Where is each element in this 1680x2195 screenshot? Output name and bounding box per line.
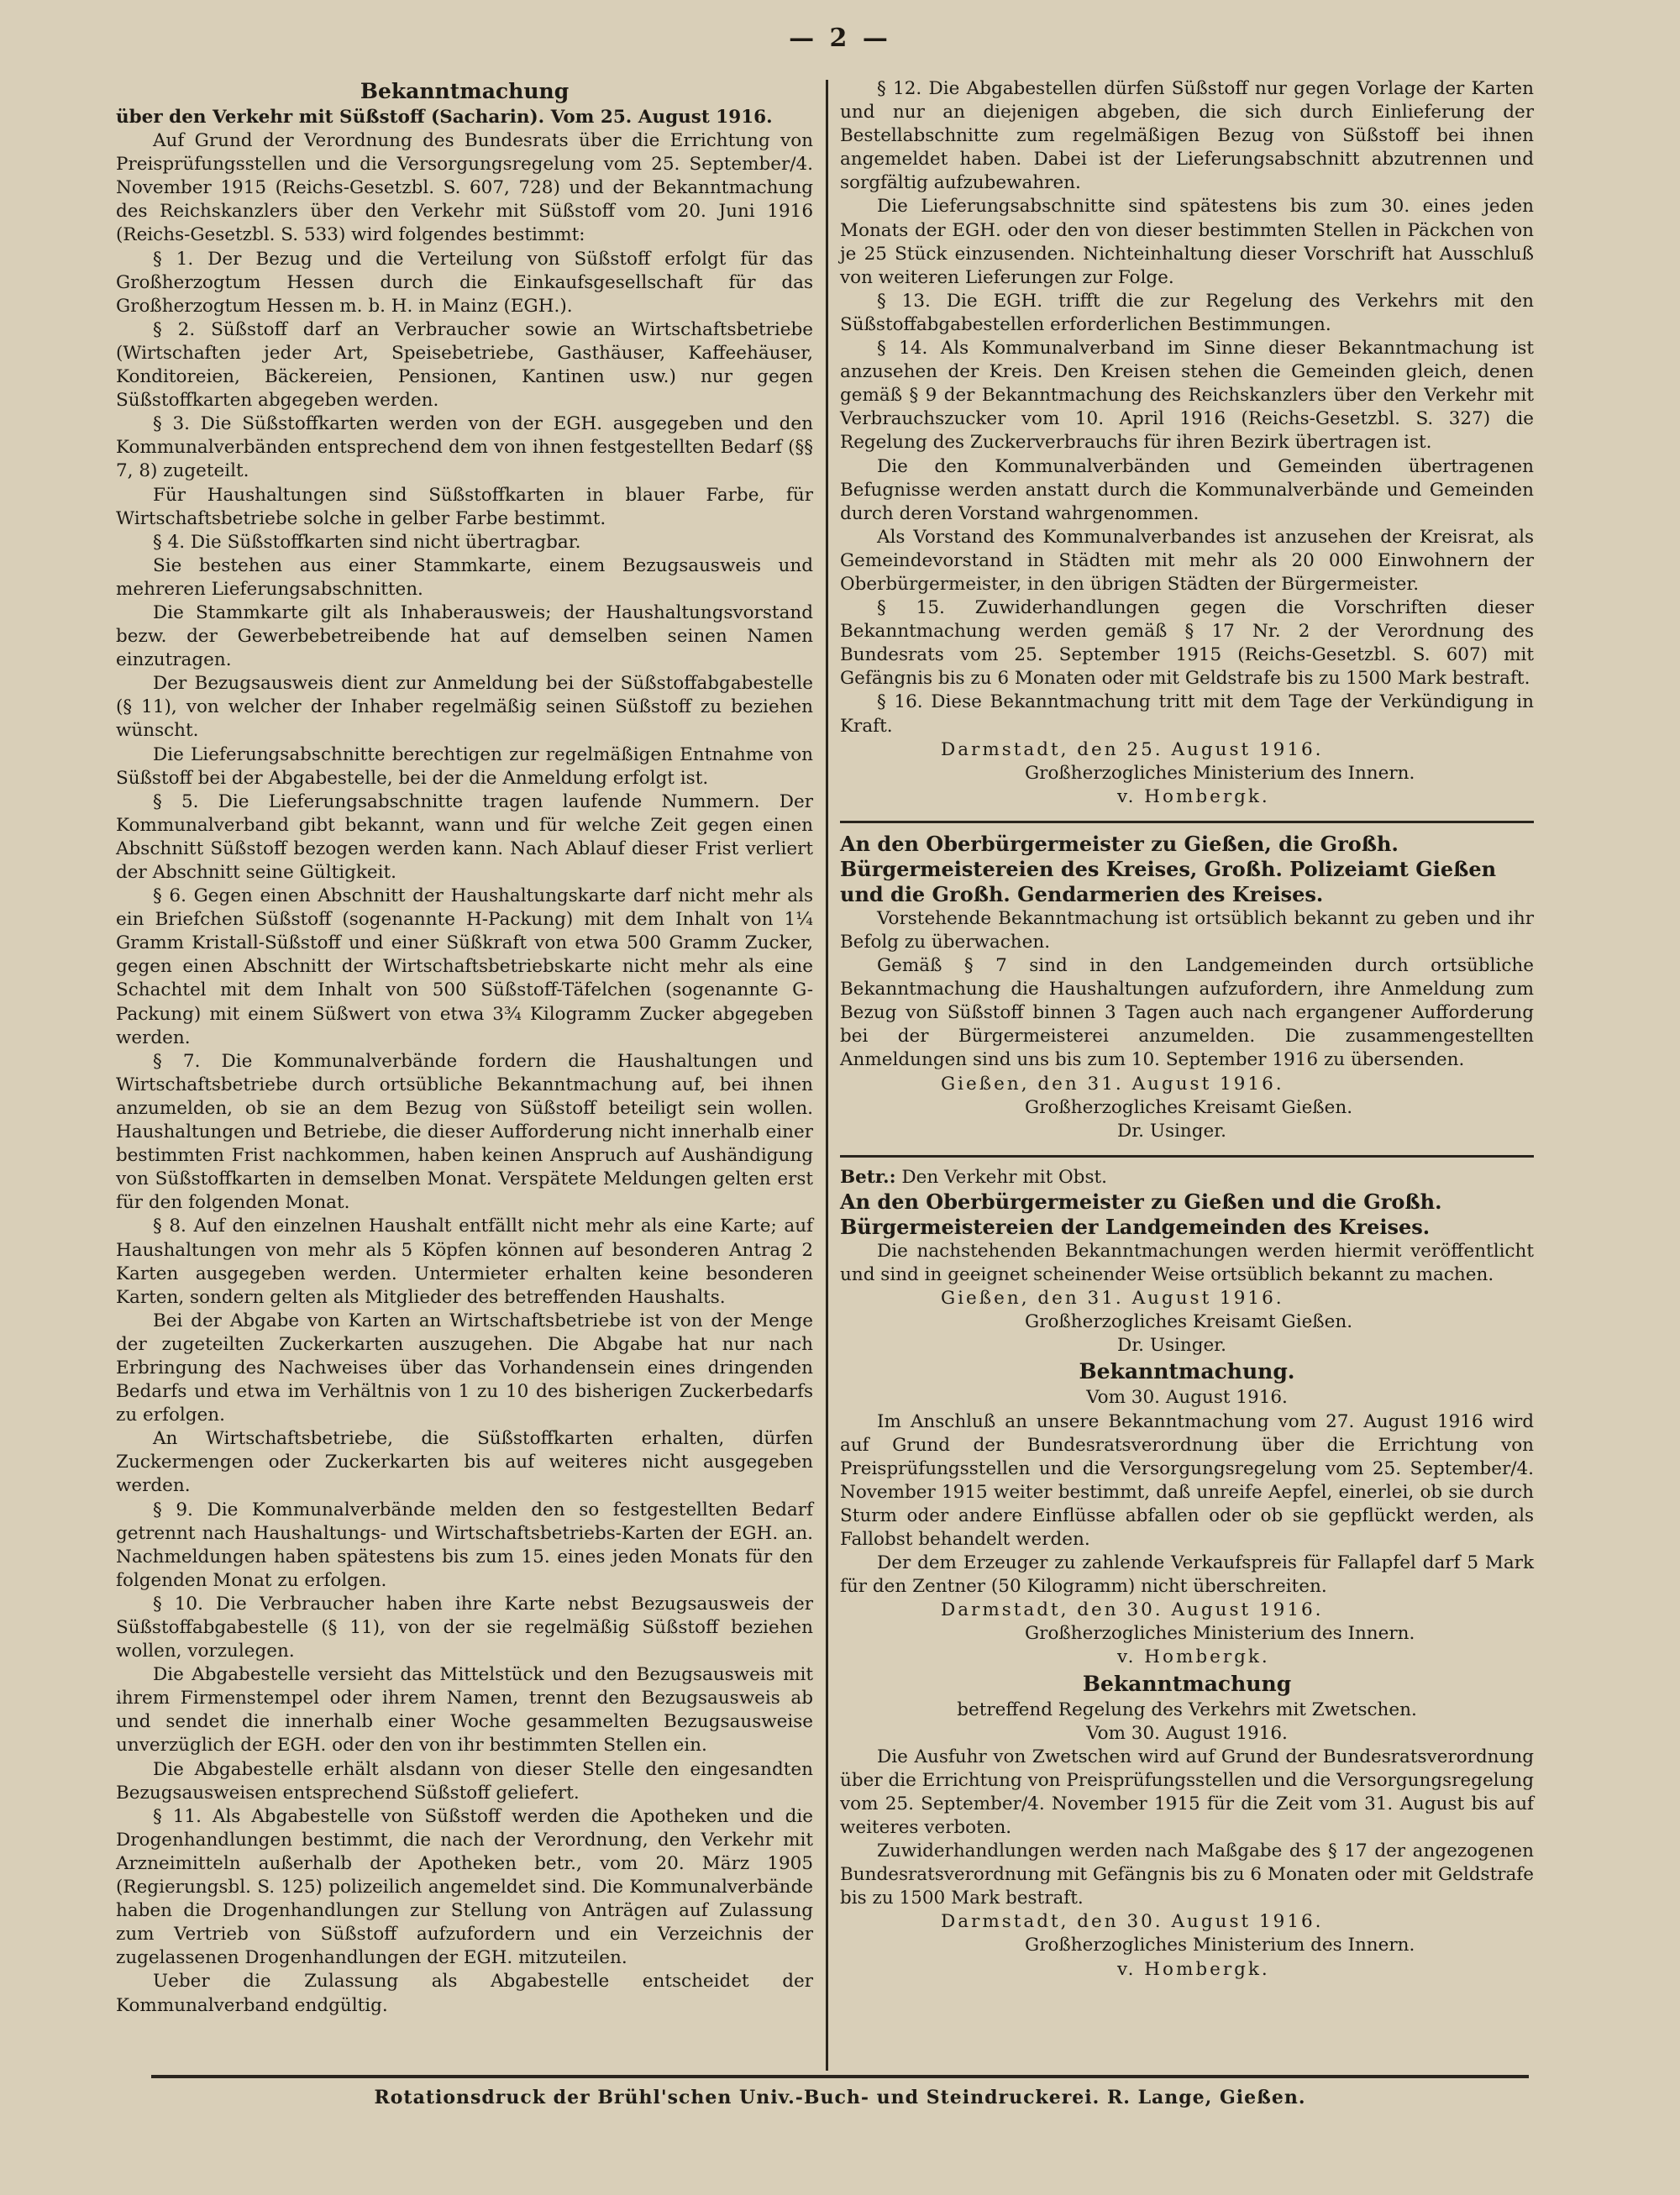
paragraph: Bei der Abgabe von Karten an Wirtschaftsbetriebe ist von der Menge der zugeteilten Zuckerkarten auszugehen. Die Abgabe hat nur nach Erbringung des Nachweises über das Vorhandensein eines dringenden Bedarfs und etwa im Verhältnis von 1 zu 10 des bisherigen Zuckerbedarfs zu erfolgen. bbox=[116, 1310, 813, 1426]
paragraph: Auf Grund der Verordnung des Bundesrats über die Errichtung von Preisprüfungsstellen und die Versorgungsregelung vom 25. September/4. November 1915 (Reichs-Gesetzbl. S. 607, 728) und der Bekanntmachung des Reichskanzlers über den Verkehr mit Süßstoff vom 20. Juni 1916 (Reichs-Gesetzbl. S. 533) wird folgendes bestimmt: bbox=[116, 130, 813, 246]
section-3: § 3. Die Süßstoffkarten werden von der EGH. ausgegeben und den Kommunalverbänden entsprechend dem von ihnen festgestellten Bedarf (§§ 7, 8) zugeteilt. bbox=[116, 413, 813, 482]
column-divider bbox=[826, 80, 828, 2071]
section-16: § 16. Diese Bekanntmachung tritt mit dem Tage der Verkündigung in Kraft. bbox=[840, 691, 1534, 737]
paragraph: Vorstehende Bekanntmachung ist ortsüblich bekannt zu geben und ihr Befolg zu überwachen. bbox=[840, 907, 1534, 953]
printer-imprint: Rotationsdruck der Brühl'schen Univ.-Buch- und Steindruckerei. R. Lange, Gießen. bbox=[374, 2087, 1306, 2108]
signature-name: v. Hombergk. bbox=[1117, 1646, 1270, 1668]
paragraph: Die Stammkarte gilt als Inhaberausweis; der Haushaltungsvorstand bezw. der Gewerbebetreibende hat auf demselben seinen Namen einzutragen. bbox=[116, 601, 813, 671]
paragraph: Sie bestehen aus einer Stammkarte, einem Bezugsausweis und mehreren Lieferungsabschnitten. bbox=[116, 554, 813, 600]
section-13: § 13. Die EGH. trifft die zur Regelung des Verkehrs mit den Süßstoffabgabestellen erforderlichen Bestimmungen. bbox=[840, 290, 1534, 335]
section-1: § 1. Der Bezug und die Verteilung von Süßstoff erfolgt für das Großherzogtum Hessen durch die Einkaufsgesellschaft für das Großherzogtum Hessen m. b. H. in Mainz (EGH.). bbox=[116, 248, 813, 317]
paragraph: Der Bezugsausweis dient zur Anmeldung bei der Süßstoffabgabestelle (§ 11), von welcher der Inhaber regelmäßig seinen Süßstoff zu beziehen wünscht. bbox=[116, 673, 813, 742]
date-line: Vom 30. August 1916. bbox=[1086, 1722, 1288, 1744]
subject-line bbox=[840, 1166, 1534, 1189]
signature-place: Gießen, den 31. August 1916. bbox=[941, 1288, 1284, 1310]
signature-office: Großherzogliches Ministerium des Innern. bbox=[1025, 762, 1415, 784]
section-9: § 9. Die Kommunalverbände melden den so festgestellten Bedarf getrennt nach Haushaltungs- und Wirtschaftsbetriebs-Karten der EGH. an. Nachmeldungen haben spätestens bis zum 15. eines jeden Monats für den folgenden Monat zu erfolgen. bbox=[116, 1499, 813, 1591]
signature-office: Großherzogliches Kreisamt Gießen. bbox=[1025, 1311, 1353, 1333]
paragraph: Die nachstehenden Bekanntmachungen werden hiermit veröffentlicht und sind in geeignet scheinender Weise ortsüblich bekannt zu machen. bbox=[840, 1240, 1534, 1286]
heading-zwetschen: Bekanntmachung bbox=[1082, 1671, 1292, 1696]
paragraph: Die Abgabestelle erhält alsdann von dieser Stelle den eingesandten Bezugsausweisen entsprechend Süßstoff geliefert. bbox=[116, 1758, 813, 1804]
heading-suessstoff: Bekanntmachung bbox=[360, 79, 570, 103]
date-line: Vom 30. August 1916. bbox=[1086, 1387, 1288, 1409]
divider bbox=[840, 1155, 1534, 1158]
signature-name: v. Hombergk. bbox=[1117, 1958, 1270, 1980]
signature-place: Darmstadt, den 25. August 1916. bbox=[941, 738, 1324, 760]
signature-place: Darmstadt, den 30. August 1916. bbox=[941, 1599, 1324, 1621]
bottom-rule bbox=[151, 2075, 1529, 2078]
section-7: § 7. Die Kommunalverbände fordern die Haushaltungen und Wirtschaftsbetriebe durch ortsübliche Bekanntmachung auf, bei ihnen anzumelden, ob sie an dem Bezug von Süßstoff beteiligt sein wollen. Haushaltungen und Betriebe, die dieser Aufforderung nicht innerhalb einer bestimmten Frist nachkommen, haben keinen Anspruch auf Aushändigung von Süßstoffkarten in demselben Monat. Verspätete Meldungen gelten erst für den folgenden Monat. bbox=[116, 1050, 813, 1214]
paragraph: Im Anschluß an unsere Bekanntmachung vom 27. August 1916 wird auf Grund der Bundesratsverordnung über die Errichtung von Preisprüfungsstellen und die Versorgungsregelung vom 25. September/4. November 1915 weiter bestimmt, daß unreife Aepfel, einerlei, ob sie durch Sturm oder andere Einflüsse abfallen oder ob sie gepflückt werden, als Fallobst behandelt werden. bbox=[840, 1410, 1534, 1550]
paragraph: Ueber die Zulassung als Abgabestelle entscheidet der Kommunalverband endgültig. bbox=[116, 1971, 813, 2016]
section-11: § 11. Als Abgabestelle von Süßstoff werden die Apotheken und die Drogenhandlungen bestimmt, die nach der Verordnung, den Verkehr mit Arzneimitteln außerhalb der Apotheken betr., vom 20. März 1905 (Regierungsbl. S. 125) polizeilich angemeldet sind. Die Kommunalverbände haben die Drogenhandlungen zur Stellung von Anträgen auf Zulassung zum Vertrieb von Süßstoff aufzufordern und ein Verzeichnis der zugelassenen Drogenhandlungen der EGH. mitzuteilen. bbox=[116, 1805, 813, 1969]
paragraph: Die Ausfuhr von Zwetschen wird auf Grund der Bundesratsverordnung über die Errichtung von Preisprüfungsstellen und die Versorgungsregelung vom 25. September/4. November 1915 für die Zeit vom 31. August bis auf weiteres verboten. bbox=[840, 1746, 1534, 1838]
page-number: — 2 — bbox=[789, 24, 891, 53]
subject-text: Den Verkehr mit Obst. bbox=[901, 1166, 1107, 1188]
section-2: § 2. Süßstoff darf an Verbraucher sowie an Wirtschaftsbetriebe (Wirtschaften jeder Art, Speisebetriebe, Gasthäuser, Kaffeehäuser, Konditoreien, Bäckereien, Pensionen, Kantinen usw.) nur gegen Süßstoffkarten abgegeben werden. bbox=[116, 318, 813, 412]
signature-name: Dr. Usinger. bbox=[1117, 1120, 1226, 1142]
paragraph: Die den Kommunalverbänden und Gemeinden übertragenen Befugnisse werden anstatt durch die Kommunalverbände und Gemeinden durch deren Vorstand wahrgenommen. bbox=[840, 455, 1534, 524]
divider bbox=[840, 821, 1534, 823]
address-block: An den Oberbürgermeister zu Gießen, die Großh. Bürgermeistereien des Kreises, Großh. Polizeiamt Gießen und die Großh. Gendarmerien des Kreises. bbox=[840, 831, 1497, 906]
paragraph: Als Vorstand des Kommunalverbandes ist anzusehen der Kreisrat, als Gemeindevorstand in Städten mit mehr als 20 000 Einwohnern der Oberbürgermeister, in den übrigen Städten der Bürgermeister. bbox=[840, 526, 1534, 595]
signature-office: Großherzogliches Ministerium des Innern. bbox=[1025, 1935, 1415, 1956]
paragraph: Gemäß § 7 sind in den Landgemeinden durch ortsübliche Bekanntmachung die Haushaltungen aufzufordern, ihre Anmeldung zum Bezug von Süßstoff binnen 3 Tagen auch nach ergangener Aufforderung bei der Bürgermeisterei anzumelden. Die zusammengestellten Anmeldungen sind uns bis zum 10. September 1916 zu übersenden. bbox=[840, 955, 1534, 1071]
paragraph: Die Lieferungsabschnitte sind spätestens bis zum 30. eines jeden Monats der EGH. oder den von dieser bestimmten Stellen in Päckchen von je 25 Stück einzusenden. Nichteinhaltung dieser Vorschrift hat Ausschluß von weiteren Lieferungen zur Folge. bbox=[840, 196, 1534, 288]
left-column bbox=[116, 77, 813, 2018]
subheading-zwetschen: betreffend Regelung des Verkehrs mit Zwetschen. bbox=[957, 1699, 1417, 1720]
section-8: § 8. Auf den einzelnen Haushalt entfällt nicht mehr als eine Karte; auf Haushaltungen von mehr als 5 Köpfen können auf besonderen Antrag 2 Karten ausgegeben werden. Untermieter erhalten keine besonderen Karten, sondern gelten als Mitglieder des betreffenden Haushalts. bbox=[116, 1216, 813, 1308]
paragraph: An Wirtschaftsbetriebe, die Süßstoffkarten erhalten, dürfen Zuckermengen oder Zuckerkarten bis auf weiteres nicht ausgegeben werden. bbox=[116, 1428, 813, 1497]
section-5: § 5. Die Lieferungsabschnitte tragen laufende Nummern. Der Kommunalverband gibt bekannt, wann und für welche Zeit gegen einen Abschnitt Süßstoff bezogen werden kann. Nach Ablauf dieser Frist verliert der Abschnitt seine Gültigkeit. bbox=[116, 790, 813, 883]
section-10: § 10. Die Verbraucher haben ihre Karte nebst Bezugsausweis der Süßstoffabgabestelle (§ 11), von der sie regelmäßig Süßstoff beziehen wollen, vorzulegen. bbox=[116, 1593, 813, 1662]
paragraph: Die Abgabestelle versieht das Mittelstück und den Bezugsausweis mit ihrem Firmenstempel oder ihrem Namen, trennt den Bezugsausweis ab und sendet die innerhalb einer Woche gesammelten Bezugsausweise unverzüglich der EGH. oder den von ihr bestimmten Stellen ein. bbox=[116, 1664, 813, 1757]
heading-fallobst: Bekanntmachung. bbox=[1079, 1359, 1295, 1384]
section-15: § 15. Zuwiderhandlungen gegen die Vorschriften dieser Bekanntmachung werden gemäß § 17 Nr. 2 der Verordnung des Bundesrats vom 25. September 1915 (Reichs-Gesetzbl. S. 607) mit Gefängnis bis zu 6 Monaten oder mit Geldstrafe bis zu 1500 Mark bestraft. bbox=[840, 597, 1534, 690]
section-4: § 4. Die Süßstoffkarten sind nicht übertragbar. bbox=[153, 531, 581, 553]
paragraph: Der dem Erzeuger zu zahlende Verkaufspreis für Fallapfel darf 5 Mark für den Zentner (50 Kilogramm) nicht überschreiten. bbox=[840, 1552, 1534, 1598]
signature-place: Gießen, den 31. August 1916. bbox=[941, 1073, 1284, 1095]
section-6: § 6. Gegen einen Abschnitt der Haushaltungskarte darf nicht mehr als ein Briefchen Süßstoff (sogenannte H-Packung) mit dem Inhalt von 1¼ Gramm Kristall-Süßstoff und einer Süßkraft von etwa 500 Gramm Zucker, gegen einen Abschnitt der Wirtschaftsbetriebskarte nicht mehr als eine Schachtel mit dem Inhalt von 500 Süßstoff-Täfelchen (sogenannte G-Packung) mit einem Süßwert von etwa 3¾ Kilogramm Zucker abgegeben werden. bbox=[116, 885, 813, 1048]
section-14: § 14. Als Kommunalverband im Sinne dieser Bekanntmachung ist anzusehen der Kreis. Den Kreisen stehen die Gemeinden gleich, denen gemäß § 9 der Bekanntmachung des Reichskanzlers über den Verkehr mit Verbrauchszucker vom 10. April 1916 (Reichs-Gesetzbl. S. 327) die Regelung des Zuckerverbrauchs für ihren Bezirk übertragen ist. bbox=[840, 338, 1534, 454]
paragraph: Zuwiderhandlungen werden nach Maßgabe des § 17 der angezogenen Bundesratsverordnung mit Gefängnis bis zu 6 Monaten oder mit Geldstrafe bis zu 1500 Mark bestraft. bbox=[840, 1841, 1534, 1909]
signature-office: Großherzogliches Kreisamt Gießen. bbox=[1025, 1096, 1353, 1118]
address-block: An den Oberbürgermeister zu Gießen und die Großh. Bürgermeistereien der Landgemeinden des Kreises. bbox=[840, 1189, 1442, 1239]
signature-name: Dr. Usinger. bbox=[1117, 1335, 1226, 1357]
subject-label: Betr.: bbox=[840, 1166, 896, 1188]
section-12: § 12. Die Abgabestellen dürfen Süßstoff nur gegen Vorlage der Karten und nur an diejenigen abgeben, die sich durch Einlieferung der Bestellabschnitte zum regelmäßigen Bezug von Süßstoff bei ihnen angemeldet haben. Dabei ist der Lieferungsabschnitt abzutrennen und sorgfältig aufzubewahren. bbox=[840, 78, 1534, 194]
subheading-suessstoff: über den Verkehr mit Süßstoff (Sacharin). Vom 25. August 1916. bbox=[116, 107, 773, 128]
signature-place: Darmstadt, den 30. August 1916. bbox=[941, 1911, 1324, 1933]
right-column bbox=[840, 77, 1534, 1982]
signature-name: v. Hombergk. bbox=[1117, 785, 1270, 807]
paragraph: Für Haushaltungen sind Süßstoffkarten in blauer Farbe, für Wirtschaftsbetriebe solche in gelber Farbe bestimmt. bbox=[116, 484, 813, 529]
signature-office: Großherzogliches Ministerium des Innern. bbox=[1025, 1623, 1415, 1645]
paragraph: Die Lieferungsabschnitte berechtigen zur regelmäßigen Entnahme von Süßstoff bei der Abgabestelle, bei der die Anmeldung erfolgt ist. bbox=[116, 743, 813, 789]
